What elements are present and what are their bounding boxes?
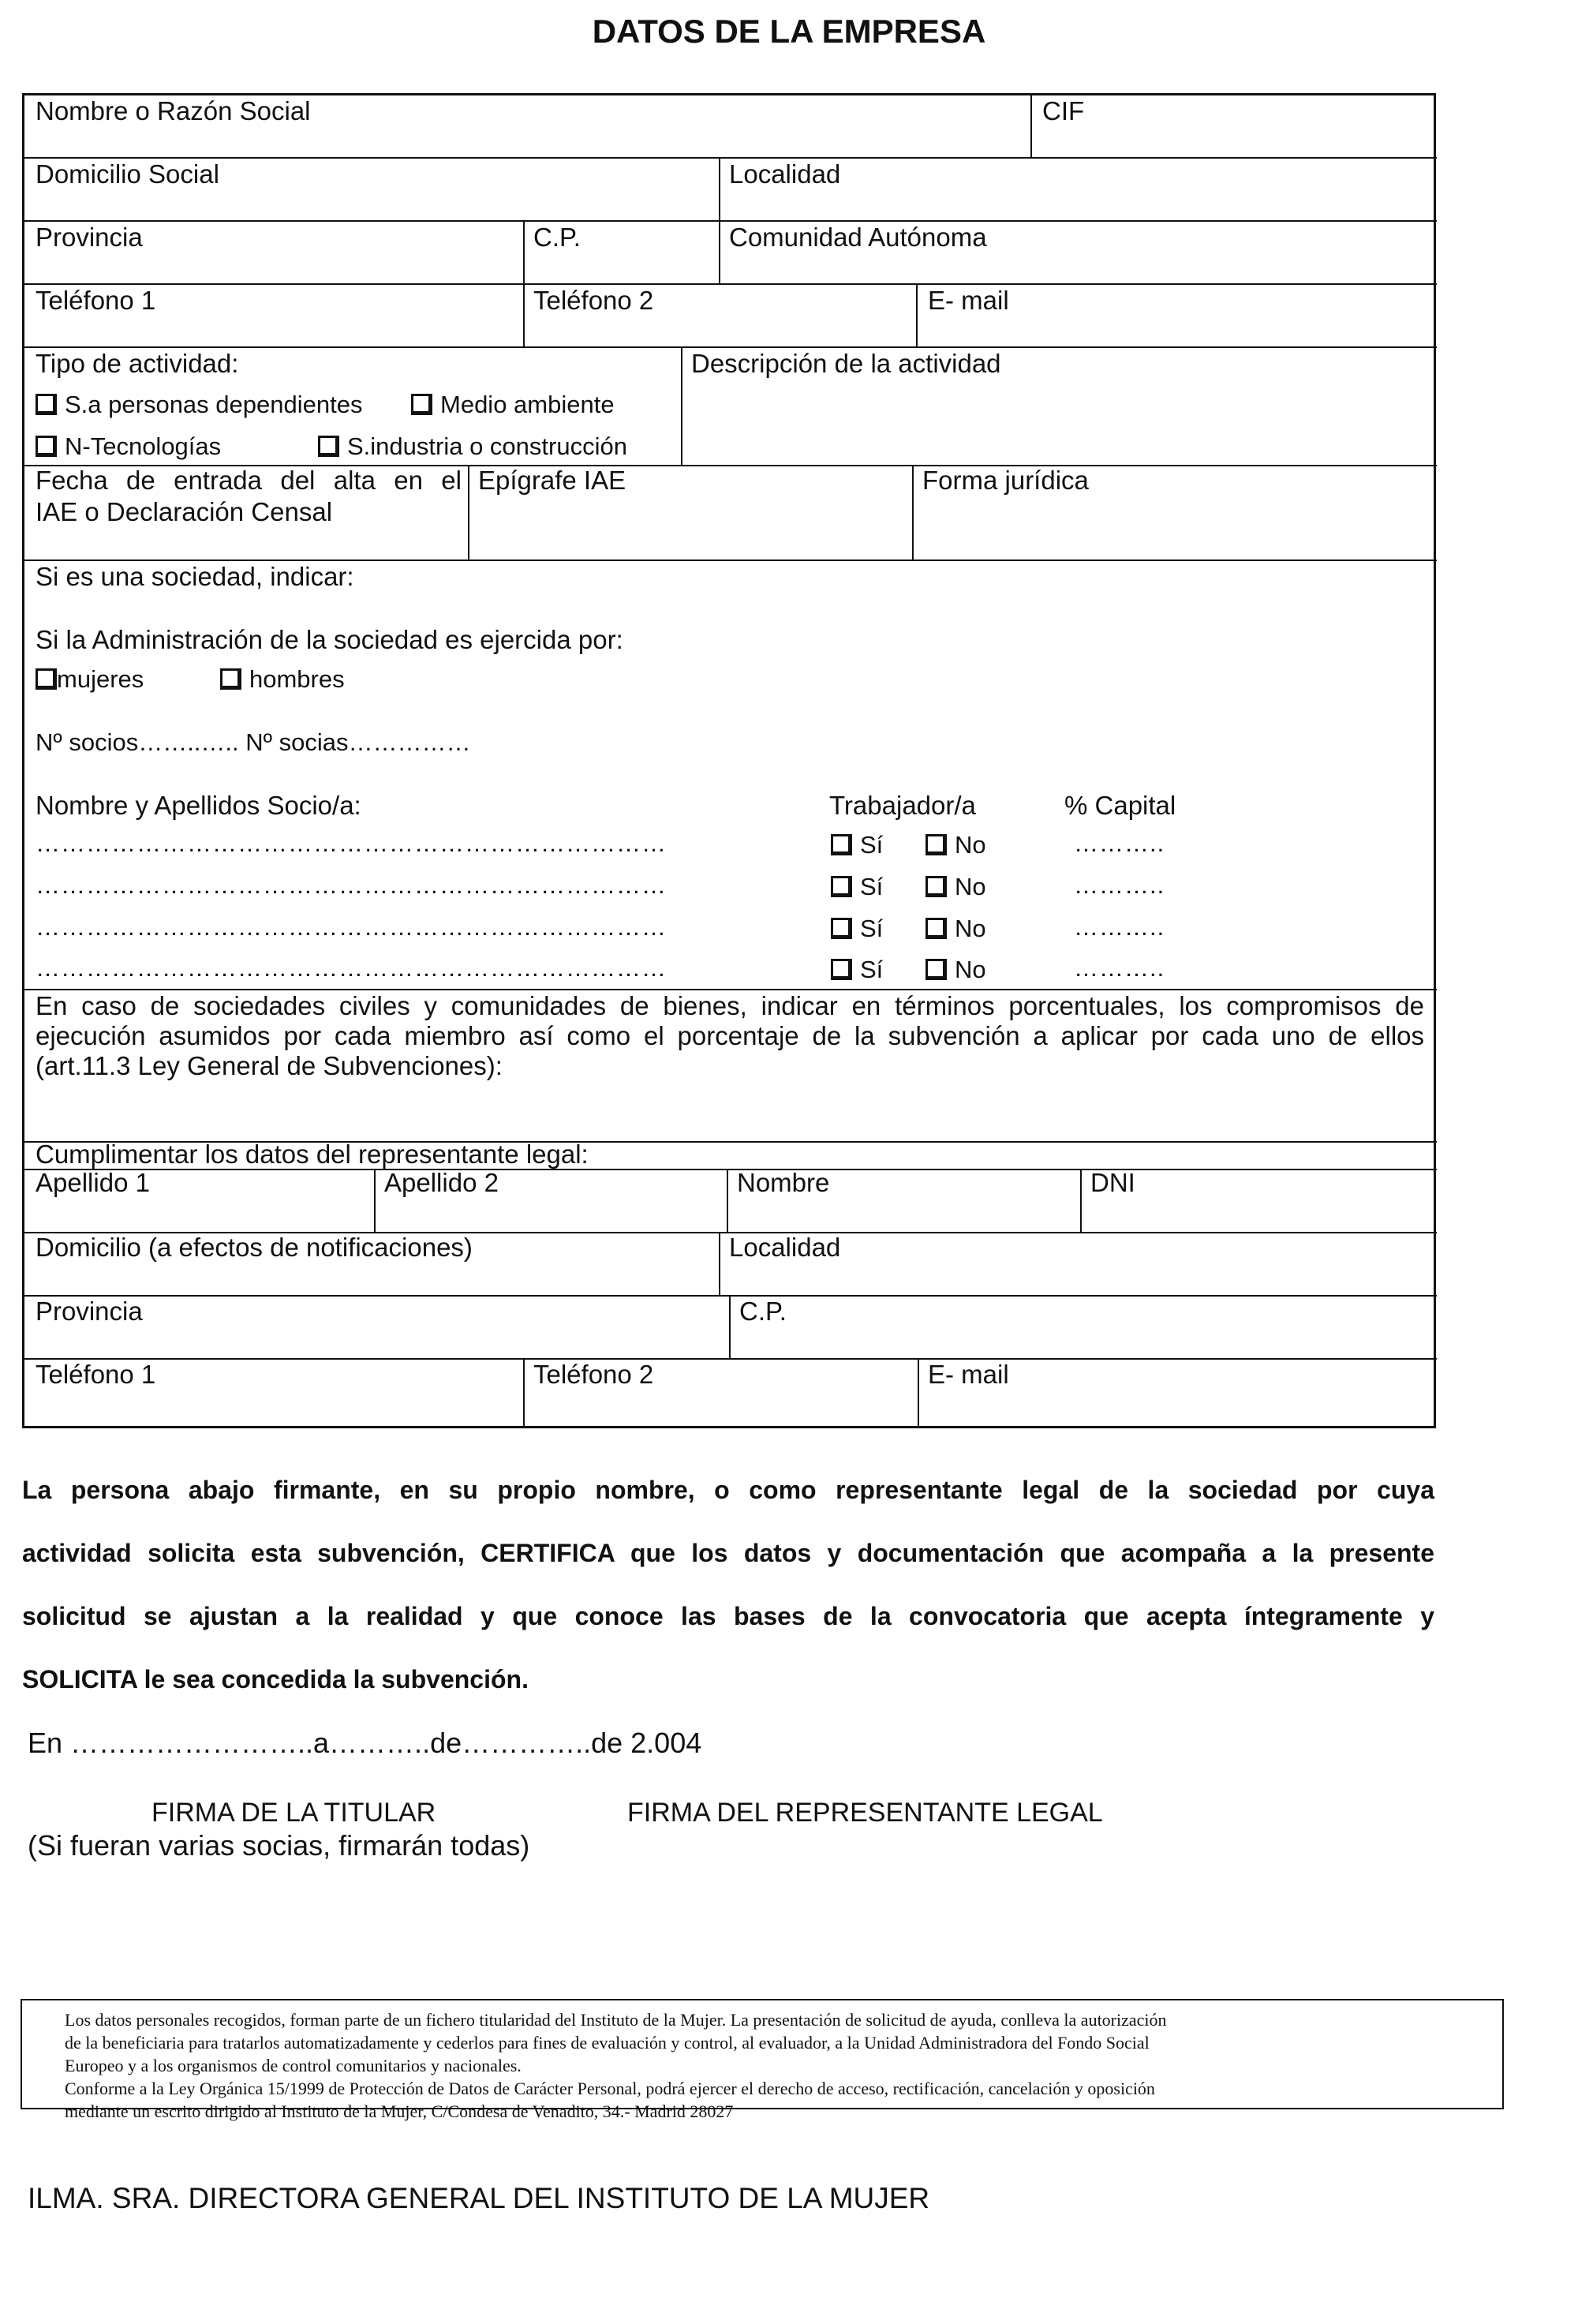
rep-apellido1-label: Apellido 1 xyxy=(36,1168,150,1197)
tipo-option-tecnologias[interactable]: N-Tecnologías xyxy=(36,431,221,462)
trabajador-no[interactable]: No xyxy=(925,829,986,861)
checkbox-icon[interactable] xyxy=(36,668,57,690)
domicilio-label: Domicilio Social xyxy=(36,159,219,189)
signature-titular-label: FIRMA DE LA TITULAR xyxy=(151,1798,436,1828)
socio-name-field[interactable]: ………………………………………………………………… xyxy=(36,829,667,857)
divider xyxy=(24,1358,1437,1360)
divider xyxy=(523,1358,525,1428)
trabajador-si[interactable]: Sí xyxy=(831,871,883,903)
rep-cp-label: C.P. xyxy=(739,1297,787,1326)
checkbox-icon[interactable] xyxy=(925,959,947,980)
certification-line4: SOLICITA le sea concedida la subvención. xyxy=(22,1665,529,1693)
representante-heading: Cumplimentar los datos del representante legal: xyxy=(36,1140,589,1169)
notice-line: Europeo y a los organismos de control comunitarios y nacionales. xyxy=(65,2056,522,2075)
notice-line: de la beneficiaria para tratarlos automatizadamente y cederlos para fines de evaluación y control, al evaluador, a la Unidad Administradora del Fondo Social xyxy=(65,2033,1150,2053)
trabajador-no[interactable]: No xyxy=(925,954,986,986)
checkbox-icon[interactable] xyxy=(36,436,57,457)
descripcion-label: Descripción de la actividad xyxy=(691,349,1001,378)
checkbox-icon[interactable] xyxy=(831,959,852,980)
page-title: DATOS DE LA EMPRESA xyxy=(592,13,986,50)
divider xyxy=(912,465,914,559)
cp-label: C.P. xyxy=(533,223,581,252)
divider xyxy=(523,220,525,283)
tipo-option-medio-ambiente[interactable]: Medio ambiente xyxy=(411,389,615,421)
divider xyxy=(24,1169,1437,1170)
telefono1-label: Teléfono 1 xyxy=(36,286,156,315)
checkbox-icon[interactable] xyxy=(925,876,947,897)
capital-field[interactable]: ……….. xyxy=(1074,913,1165,941)
rep-telefono2-label: Teléfono 2 xyxy=(533,1360,654,1389)
rep-provincia-label: Provincia xyxy=(36,1297,143,1326)
rep-telefono1-label: Teléfono 1 xyxy=(36,1360,156,1389)
fecha-label-line1: Fecha de entrada del alta en el xyxy=(36,466,462,495)
socio-name-field[interactable]: ………………………………………………………………… xyxy=(36,913,667,941)
certification-line3: solicitud se ajustan a la realidad y que conoce las bases de la convocatoria que acepta íntegramente y xyxy=(22,1602,1434,1630)
rep-localidad-label: Localidad xyxy=(729,1233,841,1262)
checkbox-icon[interactable] xyxy=(36,394,57,415)
rep-dni-label: DNI xyxy=(1090,1168,1135,1197)
capital-field[interactable]: ……….. xyxy=(1074,871,1165,899)
divider xyxy=(729,1295,731,1358)
checkbox-icon[interactable] xyxy=(318,436,339,457)
sc-text-line1: En caso de sociedades civiles y comunidades de bienes, indicar en términos porcentuales, los compromisos de xyxy=(36,991,1424,1020)
tipo-option-dependientes[interactable]: S.a personas dependientes xyxy=(36,389,362,421)
divider xyxy=(719,1232,720,1295)
socio-name-field[interactable]: ………………………………………………………………… xyxy=(36,954,667,982)
signature-representante-label: FIRMA DEL REPRESENTANTE LEGAL xyxy=(627,1798,1103,1828)
localidad-label: Localidad xyxy=(729,159,841,189)
nombre-socio-label: Nombre y Apellidos Socio/a: xyxy=(36,791,361,820)
admin-option-mujeres[interactable]: mujeres xyxy=(36,664,144,695)
divider xyxy=(24,1295,1437,1297)
addressee: ILMA. SRA. DIRECTORA GENERAL DEL INSTITUTO DE LA MUJER xyxy=(28,2182,930,2214)
divider xyxy=(916,283,918,346)
data-protection-notice xyxy=(21,1999,1504,2121)
trabajador-no[interactable]: No xyxy=(925,913,986,945)
checkbox-icon[interactable] xyxy=(220,668,241,690)
cif-label: CIF xyxy=(1042,96,1085,125)
divider xyxy=(523,283,525,346)
notice-line: Los datos personales recogidos, forman parte de un fichero titularidad del Instituto de la Mujer. La presentación de solicitud de ayuda, conlleva la autorización xyxy=(65,2010,1167,2030)
divider xyxy=(727,1169,728,1232)
rep-apellido2-label: Apellido 2 xyxy=(384,1168,499,1197)
divider xyxy=(918,1358,919,1428)
certification-line1: La persona abajo firmante, en su propio nombre, o como representante legal de la sociedad por cuya xyxy=(22,1476,1434,1504)
divider xyxy=(1030,95,1032,157)
notice-line: mediante un escrito dirigido al Instituto de la Mujer, C/Condesa de Venadito, 34.- Madrid 28027 xyxy=(65,2101,734,2121)
tipo-actividad-label: Tipo de actividad: xyxy=(36,349,239,378)
admin-option-hombres[interactable]: hombres xyxy=(220,664,345,695)
sociedad-heading: Si es una sociedad, indicar: xyxy=(36,562,354,591)
email-label: E- mail xyxy=(928,286,1009,315)
admin-label: Si la Administración de la sociedad es ejercida por: xyxy=(36,625,623,654)
fecha-label-line2: IAE o Declaración Censal xyxy=(36,497,333,526)
checkbox-icon[interactable] xyxy=(831,834,852,855)
certification-line2: actividad solicita esta subvención, CERTIFICA que los datos y documentación que acompaña a la presente xyxy=(22,1539,1434,1567)
date-line: En ……………………..a………..de…………..de 2.004 xyxy=(28,1727,702,1759)
rep-nombre-label: Nombre xyxy=(737,1168,830,1197)
trabajador-si[interactable]: Sí xyxy=(831,829,883,861)
rep-domicilio-label: Domicilio (a efectos de notificaciones) xyxy=(36,1233,473,1262)
trabajador-si[interactable]: Sí xyxy=(831,954,883,986)
checkbox-icon[interactable] xyxy=(925,834,947,855)
notice-line: Conforme a la Ley Orgánica 15/1999 de Protección de Datos de Carácter Personal, podrá ejercer el derecho de acceso, rectificación, cancelación y oposición xyxy=(65,2079,1155,2098)
sc-text-line3: (art.11.3 Ley General de Subvenciones): xyxy=(36,1051,503,1080)
trabajador-si[interactable]: Sí xyxy=(831,913,883,945)
divider xyxy=(374,1169,376,1232)
divider xyxy=(719,220,720,283)
name-label: Nombre o Razón Social xyxy=(36,96,311,125)
provincia-label: Provincia xyxy=(36,223,143,252)
checkbox-icon[interactable] xyxy=(925,918,947,939)
checkbox-icon[interactable] xyxy=(831,876,852,897)
socios-line: Nº socios……..….. Nº socias…………… xyxy=(36,728,471,756)
capital-field[interactable]: ……….. xyxy=(1074,954,1165,982)
capital-label: % Capital xyxy=(1064,791,1176,820)
divider xyxy=(24,283,1437,285)
epigrafe-label: Epígrafe IAE xyxy=(478,466,626,495)
divider xyxy=(681,346,682,465)
trabajador-label: Trabajador/a xyxy=(829,791,976,820)
capital-field[interactable]: ……….. xyxy=(1074,829,1165,857)
sc-text-line2: ejecución asumidos por cada miembro así como el porcentaje de la subvención a aplicar por cada uno de ellos xyxy=(36,1021,1424,1050)
divider xyxy=(468,465,469,559)
socio-name-field[interactable]: ………………………………………………………………… xyxy=(36,871,667,899)
rep-email-label: E- mail xyxy=(928,1360,1009,1389)
comunidad-label: Comunidad Autónoma xyxy=(729,223,987,252)
signature-titular-note: (Si fueran varias socias, firmarán todas) xyxy=(28,1829,530,1862)
forma-label: Forma jurídica xyxy=(922,466,1089,495)
divider xyxy=(1080,1169,1082,1232)
telefono2-label: Teléfono 2 xyxy=(533,286,654,315)
company-form xyxy=(22,93,1436,1428)
divider xyxy=(719,157,720,220)
checkbox-icon[interactable] xyxy=(411,394,432,415)
tipo-option-industria[interactable]: S.industria o construcción xyxy=(318,431,627,462)
checkbox-icon[interactable] xyxy=(831,918,852,939)
trabajador-no[interactable]: No xyxy=(925,871,986,903)
